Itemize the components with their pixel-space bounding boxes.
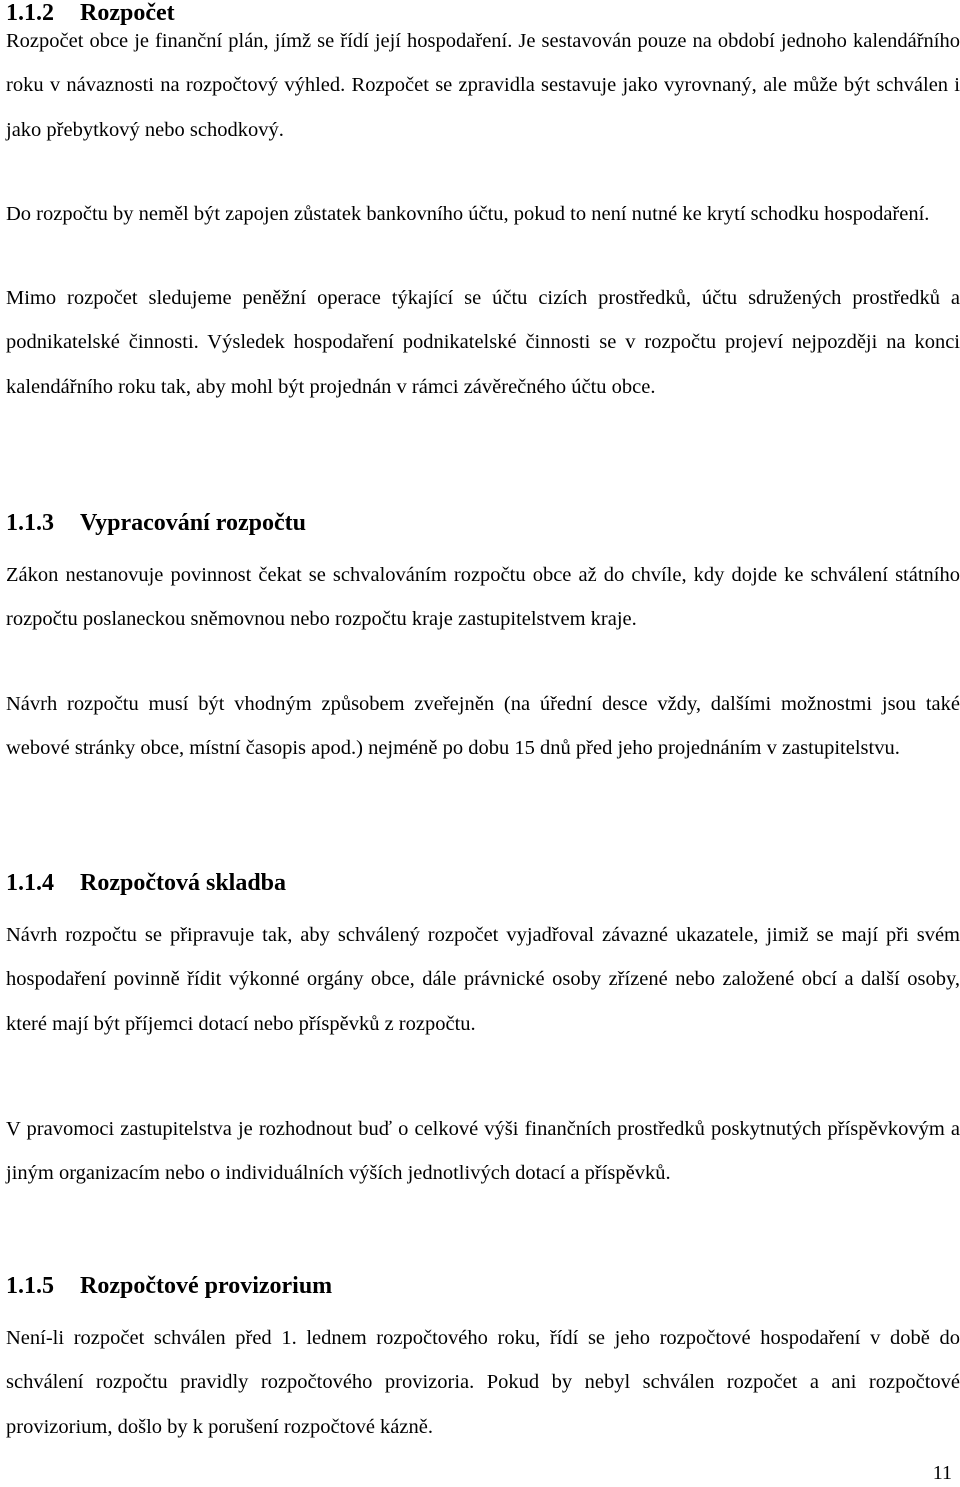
- paragraph: V pravomoci zastupitelstva je rozhodnout buď o celkové výši finančních prostředků poskytnutých příspěvkovým a jiným organizacím nebo o individuálních výších jednotlivých dotací a příspěvků.: [6, 1118, 960, 1185]
- paragraph: Mimo rozpočet sledujeme peněžní operace týkající se účtu cizích prostředků, účtu sdružených prostředků a podnikatelské činnosti. Výsledek hospodaření podnikatelské činnosti se v rozpočtu projeví nejpozději na konci kalendářního roku tak, aby mohl být projednán v rámci závěrečného účtu obce.: [6, 287, 960, 398]
- paragraph: Do rozpočtu by neměl být zapojen zůstatek bankovního účtu, pokud to není nutné ke krytí schodku hospodaření.: [6, 203, 930, 225]
- section-title: Rozpočet: [80, 0, 175, 26]
- section-heading: [6, 1271, 332, 1301]
- paragraph: Není-li rozpočet schválen před 1. lednem rozpočtového roku, řídí se jeho rozpočtové hospodaření v době do schválení rozpočtu pravidly rozpočtového provizoria. Pokud by nebyl schválen rozpočet a ani rozpočtové provizorium, došlo by k porušení rozpočtové kázně.: [6, 1327, 960, 1438]
- section-number: 1.1.2: [6, 0, 54, 26]
- paragraph: Zákon nestanovuje povinnost čekat se schvalováním rozpočtu obce až do chvíle, kdy dojde ke schválení státního rozpočtu poslaneckou sněmovnou nebo rozpočtu kraje zastupitelstvem kraje.: [6, 564, 960, 631]
- section-heading: [6, 508, 306, 538]
- section-number: 1.1.5: [6, 1273, 54, 1299]
- section-heading: [6, 868, 286, 898]
- paragraph: Rozpočet obce je finanční plán, jímž se řídí její hospodaření. Je sestavován pouze na období jednoho kalendářního roku v návaznosti na rozpočtový výhled. Rozpočet se zpravidla sestavuje jako vyrovnaný, ale může být schválen i jako přebytkový nebo schodkový.: [6, 30, 960, 141]
- paragraph: Návrh rozpočtu se připravuje tak, aby schválený rozpočet vyjadřoval závazné ukazatele, jimiž se mají při svém hospodaření povinně řídit výkonné orgány obce, dále právnické osoby zřízené nebo založené obcí a další osoby, které mají být příjemci dotací nebo příspěvků z rozpočtu.: [6, 924, 960, 1035]
- section-title: Rozpočtová skladba: [80, 870, 287, 896]
- page-number: 11: [932, 1462, 952, 1484]
- paragraph: Návrh rozpočtu musí být vhodným způsobem zveřejněn (na úřední desce vždy, dalšími možnostmi jsou také webové stránky obce, místní časopis apod.) nejméně po dobu 15 dnů před jeho projednáním v zastupitelstvu.: [6, 693, 960, 760]
- section-number: 1.1.3: [6, 510, 54, 536]
- section-title: Vypracování rozpočtu: [80, 510, 307, 536]
- section-number: 1.1.4: [6, 870, 54, 896]
- section-title: Rozpočtové provizorium: [80, 1273, 333, 1299]
